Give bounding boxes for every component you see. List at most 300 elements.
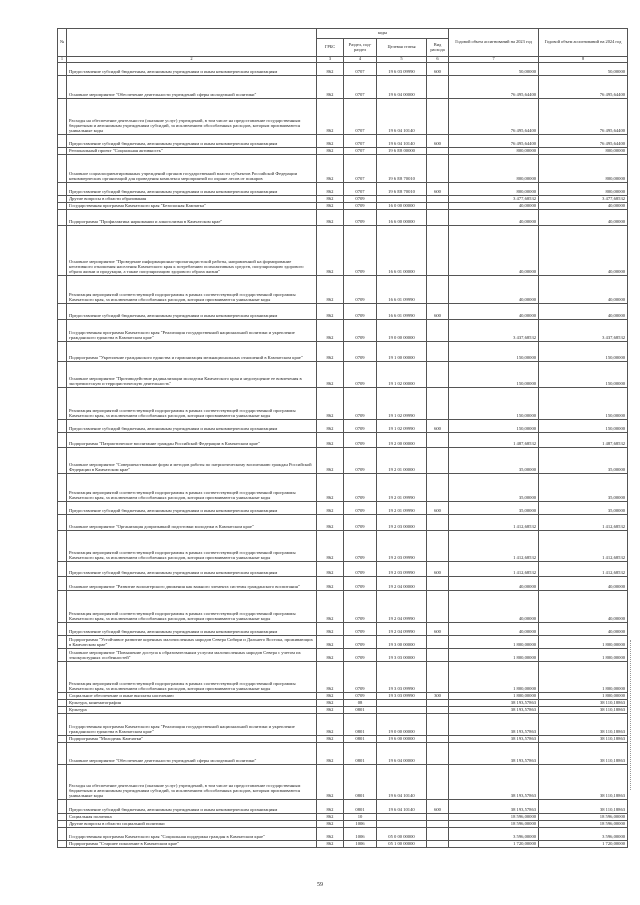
- row-amount-2024: 1 487,68532: [539, 433, 628, 448]
- row-grbs: 862: [317, 649, 344, 662]
- row-grbs: 862: [317, 135, 344, 148]
- row-target: 19 1 02 09990: [377, 388, 427, 420]
- row-section: 0709: [344, 433, 377, 448]
- header-exptype: Вид расхода: [427, 39, 449, 57]
- row-section: 0709: [344, 502, 377, 515]
- table-row: [58, 841, 628, 848]
- row-grbs: 862: [317, 828, 344, 841]
- row-amount-2024: 3 596,00000: [539, 828, 628, 841]
- row-amount-2024: 40,00000: [539, 210, 628, 226]
- row-grbs: 862: [317, 474, 344, 502]
- table-row: [58, 448, 628, 474]
- row-name: Государственная программа Камчатского края "Реализация государственной национальной политики и укрепление гражданского единства в Камчатском крае": [67, 320, 317, 342]
- row-section: 1006: [344, 821, 377, 828]
- row-target: 19 2 04 09990: [377, 591, 427, 623]
- row-section: 1006: [344, 828, 377, 841]
- row-amount-2024: 76 495,64400: [539, 135, 628, 148]
- colnum-4: 4: [344, 57, 377, 63]
- header-codes: коды: [317, 29, 449, 39]
- colnum-1: 1: [58, 57, 67, 63]
- table-row: [58, 388, 628, 420]
- row-num: [58, 515, 67, 531]
- row-amount-2023: 35,00000: [449, 502, 539, 515]
- row-amount-2023: 40,00000: [449, 276, 539, 304]
- row-name: Подпрограмма "Устойчивое развитие коренных малочисленных народов Севера Сибири и Дальнего Востока, проживающих в Камчатском крае": [67, 636, 317, 649]
- row-num: [58, 714, 67, 736]
- row-amount-2023: 40,00000: [449, 203, 539, 210]
- row-amount-2023: 3 477,68532: [449, 196, 539, 203]
- row-name: Основное мероприятие "Организация допризывной подготовки молодежи в Камчатском крае": [67, 515, 317, 531]
- row-grbs: 862: [317, 502, 344, 515]
- row-num: [58, 304, 67, 320]
- row-num: [58, 577, 67, 591]
- row-name: Предоставление субсидий бюджетным, автономным учреждениям и иным некоммерческим организациям: [67, 183, 317, 196]
- row-grbs: 862: [317, 743, 344, 765]
- row-section: 0709: [344, 562, 377, 577]
- row-amount-2023: 38 193,57863: [449, 707, 539, 714]
- row-grbs: 862: [317, 736, 344, 743]
- row-type: [427, 662, 449, 693]
- row-grbs: 862: [317, 765, 344, 800]
- row-amount-2023: 3 596,00000: [449, 828, 539, 841]
- row-grbs: 862: [317, 433, 344, 448]
- table-row: [58, 636, 628, 649]
- table-row: [58, 183, 628, 196]
- table-row: [58, 743, 628, 765]
- row-section: 0709: [344, 210, 377, 226]
- row-type: [427, 828, 449, 841]
- row-num: [58, 743, 67, 765]
- row-target: 19 6 04 10140: [377, 135, 427, 148]
- row-amount-2024: 1 800,00000: [539, 693, 628, 700]
- row-section: 0707: [344, 155, 377, 183]
- row-type: [427, 765, 449, 800]
- row-name: Реализация мероприятий соответствующей подпрограммы в рамках соответствующей государственной программы Камчатского края, за исключением обособленных расходов, которым присваиваются уникальные коды: [67, 474, 317, 502]
- row-type: [427, 700, 449, 707]
- row-num: [58, 474, 67, 502]
- row-grbs: 862: [317, 362, 344, 388]
- row-grbs: 862: [317, 196, 344, 203]
- row-name: Культура: [67, 707, 317, 714]
- row-type: [427, 448, 449, 474]
- row-name: Реализация мероприятий соответствующей подпрограммы в рамках соответствующей государственной программы Камчатского края, за исключением обособленных расходов, которым присваиваются уникальные коды: [67, 662, 317, 693]
- table-row: [58, 210, 628, 226]
- row-num: [58, 841, 67, 848]
- table-row: [58, 531, 628, 562]
- row-section: 0707: [344, 135, 377, 148]
- row-num: [58, 821, 67, 828]
- row-type: [427, 577, 449, 591]
- row-target: 19 6 04 00000: [377, 76, 427, 99]
- table-row: [58, 800, 628, 814]
- row-name: Предоставление субсидий бюджетным, автономным учреждениям и иным некоммерческим организациям: [67, 135, 317, 148]
- page-number: 59: [317, 882, 323, 888]
- row-grbs: 862: [317, 203, 344, 210]
- table-row: [58, 765, 628, 800]
- row-section: 0709: [344, 474, 377, 502]
- table-row: [58, 707, 628, 714]
- row-amount-2023: 40,00000: [449, 226, 539, 276]
- table-row: [58, 362, 628, 388]
- table-row: [58, 203, 628, 210]
- row-amount-2023: 38 193,57863: [449, 714, 539, 736]
- row-amount-2023: 40,00000: [449, 210, 539, 226]
- row-amount-2023: 38 193,57863: [449, 800, 539, 814]
- table-row: [58, 693, 628, 700]
- row-grbs: 862: [317, 662, 344, 693]
- row-name: Государственная программа Камчатского края "Реализация государственной национальной политики и укрепление гражданского единства в Камчатском крае": [67, 714, 317, 736]
- row-amount-2024: 3 437,68532: [539, 320, 628, 342]
- row-section: 0709: [344, 693, 377, 700]
- row-grbs: 862: [317, 148, 344, 155]
- row-target: 16 6 01 00000: [377, 226, 427, 276]
- row-num: [58, 707, 67, 714]
- row-name: Культура, кинематография: [67, 700, 317, 707]
- row-type: [427, 203, 449, 210]
- row-section: 0709: [344, 203, 377, 210]
- row-amount-2023: 1 412,68532: [449, 515, 539, 531]
- row-name: Основное мероприятие "Проведение информационно-пропагандистской работы, направленной на формирование негативного отношения населения Камчатского края к потреблению психоактивных средств, популяризацию здорового образа жизни и продукции, а также популяризацию здорового образа жизни": [67, 226, 317, 276]
- row-amount-2023: 76 495,64400: [449, 76, 539, 99]
- row-num: [58, 362, 67, 388]
- table-row: [58, 276, 628, 304]
- table-row: [58, 420, 628, 433]
- row-grbs: 862: [317, 636, 344, 649]
- row-name: Предоставление субсидий бюджетным, автономным учреждениям и иным некоммерческим организациям: [67, 502, 317, 515]
- row-section: 0709: [344, 577, 377, 591]
- row-name: Предоставление субсидий бюджетным, автономным учреждениям и иным некоммерческим организациям: [67, 304, 317, 320]
- table-row: [58, 148, 628, 155]
- row-type: [427, 99, 449, 135]
- row-amount-2023: 150,00000: [449, 420, 539, 433]
- row-amount-2023: 800,00000: [449, 155, 539, 183]
- row-name: Социальное обеспечение и иные выплаты населению: [67, 693, 317, 700]
- table-row: [58, 304, 628, 320]
- header-grbs: ГРБС: [317, 39, 344, 57]
- colnum-7: 7: [449, 57, 539, 63]
- row-grbs: 862: [317, 707, 344, 714]
- row-name: Социальная политика: [67, 814, 317, 821]
- table-body: [58, 63, 628, 848]
- row-section: 0709: [344, 515, 377, 531]
- row-section: 0709: [344, 448, 377, 474]
- row-amount-2024: 40,00000: [539, 623, 628, 636]
- row-name: Подпрограмма "Патриотическое воспитание граждан Российской Федерации в Камчатском крае": [67, 433, 317, 448]
- row-name: Основное мероприятие "Повышение доступа к образовательным услугам малочисленных народов Севера с учетом их этнокультурных особенностей": [67, 649, 317, 662]
- row-amount-2024: 38 110,18863: [539, 736, 628, 743]
- row-grbs: 862: [317, 577, 344, 591]
- row-target: 19 6 03 09990: [377, 63, 427, 76]
- row-type: [427, 515, 449, 531]
- row-name: Предоставление субсидий бюджетным, автономным учреждениям и иным некоммерческим организациям: [67, 562, 317, 577]
- row-target: 19 3 03 00000: [377, 649, 427, 662]
- row-section: 0801: [344, 707, 377, 714]
- table-row: [58, 63, 628, 76]
- row-type: [427, 714, 449, 736]
- row-name: Основное социалоориентированных учреждений органов государственной власти субъектов Российской Федерации некоммерческих организаций для проведения комплекса мероприятий по охране лесов от пожаров: [67, 155, 317, 183]
- row-section: 0709: [344, 649, 377, 662]
- row-section: 0801: [344, 800, 377, 814]
- row-name: Основное мероприятие "Обеспечение деятельности учреждений сферы молодежной политики": [67, 743, 317, 765]
- row-amount-2023: 1 800,00000: [449, 636, 539, 649]
- row-section: 0801: [344, 765, 377, 800]
- table-row: [58, 196, 628, 203]
- row-target: 19 6 E8 70010: [377, 183, 427, 196]
- row-amount-2023: 1 412,68532: [449, 562, 539, 577]
- table-row: [58, 226, 628, 276]
- row-name: Реализация мероприятий соответствующей подпрограммы в рамках соответствующей государственной программы Камчатского края, за исключением обособленных расходов, которым присваиваются уникальные коды: [67, 388, 317, 420]
- table-row: [58, 515, 628, 531]
- row-num: [58, 99, 67, 135]
- row-amount-2023: 40,00000: [449, 577, 539, 591]
- row-grbs: 862: [317, 714, 344, 736]
- row-amount-2023: 38 193,57863: [449, 743, 539, 765]
- row-num: [58, 800, 67, 814]
- row-num: [58, 155, 67, 183]
- row-target: 19 2 01 09990: [377, 474, 427, 502]
- row-num: [58, 623, 67, 636]
- row-section: 0709: [344, 591, 377, 623]
- row-amount-2023: 38 193,57863: [449, 700, 539, 707]
- row-type: [427, 433, 449, 448]
- row-amount-2023: 1 800,00000: [449, 693, 539, 700]
- row-grbs: 862: [317, 76, 344, 99]
- row-amount-2023: 35,00000: [449, 448, 539, 474]
- row-amount-2024: 18 596,00000: [539, 814, 628, 821]
- row-type: [427, 821, 449, 828]
- row-section: 0801: [344, 714, 377, 736]
- row-section: 0801: [344, 736, 377, 743]
- row-grbs: 862: [317, 591, 344, 623]
- row-amount-2023: 35,00000: [449, 474, 539, 502]
- row-amount-2024: 150,00000: [539, 362, 628, 388]
- table-row: [58, 135, 628, 148]
- row-amount-2023: 76 495,64400: [449, 135, 539, 148]
- row-section: 0709: [344, 531, 377, 562]
- table-row: [58, 649, 628, 662]
- row-name: Предоставление субсидий бюджетным, автономным учреждениям и иным некоммерческим организациям: [67, 420, 317, 433]
- row-section: 0707: [344, 99, 377, 135]
- row-grbs: 862: [317, 700, 344, 707]
- row-grbs: 862: [317, 448, 344, 474]
- row-amount-2023: 38 193,57863: [449, 765, 539, 800]
- row-num: [58, 448, 67, 474]
- header-section: Раздел, под-раздел: [344, 39, 377, 57]
- row-grbs: 862: [317, 226, 344, 276]
- row-type: [427, 362, 449, 388]
- row-num: [58, 814, 67, 821]
- row-section: 0709: [344, 420, 377, 433]
- row-grbs: 862: [317, 155, 344, 183]
- row-num: [58, 210, 67, 226]
- row-target: 19 2 04 09990: [377, 623, 427, 636]
- row-grbs: 862: [317, 342, 344, 362]
- row-type: 600: [427, 183, 449, 196]
- margin-mark: [630, 640, 633, 790]
- row-amount-2024: 3 477,68532: [539, 196, 628, 203]
- row-target: 19 2 03 09990: [377, 531, 427, 562]
- row-amount-2023: 1 720,00000: [449, 841, 539, 848]
- row-amount-2024: 1 800,00000: [539, 649, 628, 662]
- row-target: 16 0 00 00000: [377, 203, 427, 210]
- row-section: 0709: [344, 662, 377, 693]
- row-type: [427, 474, 449, 502]
- row-target: 19 6 04 10140: [377, 765, 427, 800]
- row-target: 19 1 02 09990: [377, 420, 427, 433]
- row-target: 19 0 00 00000: [377, 320, 427, 342]
- row-amount-2023: 1 800,00000: [449, 662, 539, 693]
- row-grbs: 862: [317, 515, 344, 531]
- row-target: 05 1 00 00000: [377, 841, 427, 848]
- row-amount-2024: 38 110,18863: [539, 700, 628, 707]
- table-row: [58, 623, 628, 636]
- row-amount-2024: 40,00000: [539, 591, 628, 623]
- row-target: 19 0 00 00000: [377, 714, 427, 736]
- row-section: 0707: [344, 183, 377, 196]
- row-type: [427, 636, 449, 649]
- row-name: Региональный проект "Социальная активность": [67, 148, 317, 155]
- row-section: 0709: [344, 196, 377, 203]
- row-target: 19 6 00 00000: [377, 736, 427, 743]
- row-target: [377, 814, 427, 821]
- row-type: [427, 649, 449, 662]
- row-grbs: 862: [317, 320, 344, 342]
- row-target: 16 6 00 00000: [377, 210, 427, 226]
- row-amount-2024: 150,00000: [539, 342, 628, 362]
- row-amount-2023: 1 412,68532: [449, 531, 539, 562]
- row-type: 600: [427, 135, 449, 148]
- row-num: [58, 433, 67, 448]
- row-amount-2023: 40,00000: [449, 591, 539, 623]
- header-2024: Годовой объем ассигнований на 2024 год: [539, 29, 628, 57]
- row-name: Другие вопросы в области образования: [67, 196, 317, 203]
- row-num: [58, 135, 67, 148]
- row-grbs: 862: [317, 623, 344, 636]
- row-type: 600: [427, 623, 449, 636]
- row-amount-2024: 1 720,00000: [539, 841, 628, 848]
- table-row: [58, 320, 628, 342]
- row-amount-2024: 1 800,00000: [539, 636, 628, 649]
- row-num: [58, 226, 67, 276]
- row-target: 19 3 03 09990: [377, 693, 427, 700]
- row-type: [427, 342, 449, 362]
- row-target: 19 3 03 09990: [377, 662, 427, 693]
- row-section: 08: [344, 700, 377, 707]
- row-amount-2024: 800,00000: [539, 155, 628, 183]
- row-type: [427, 226, 449, 276]
- row-target: [377, 707, 427, 714]
- row-type: 600: [427, 63, 449, 76]
- row-grbs: 862: [317, 562, 344, 577]
- row-amount-2024: 35,00000: [539, 474, 628, 502]
- table-row: [58, 700, 628, 707]
- row-name: Основное мероприятие "Развитие волонтерского движения как важного элемента системы гражданского воспитания": [67, 577, 317, 591]
- row-amount-2024: 40,00000: [539, 276, 628, 304]
- row-type: [427, 531, 449, 562]
- row-amount-2023: 76 495,64400: [449, 99, 539, 135]
- row-grbs: 862: [317, 210, 344, 226]
- row-target: 19 6 04 10140: [377, 800, 427, 814]
- row-amount-2024: 150,00000: [539, 388, 628, 420]
- table-row: [58, 99, 628, 135]
- row-name: Государственная программа Камчатского края "Социальная поддержка граждан в Камчатском крае": [67, 828, 317, 841]
- row-grbs: 862: [317, 821, 344, 828]
- budget-table: [57, 28, 628, 848]
- row-name: Основное мероприятие "Совершенствование форм и методов работы по патриотическому воспитанию граждан Российской Федерации в Камчатском крае": [67, 448, 317, 474]
- row-type: [427, 76, 449, 99]
- row-amount-2024: 38 110,18863: [539, 765, 628, 800]
- row-section: 0709: [344, 276, 377, 304]
- row-amount-2023: 3 437,68532: [449, 320, 539, 342]
- row-num: [58, 700, 67, 707]
- row-type: [427, 388, 449, 420]
- table-row: [58, 502, 628, 515]
- row-amount-2023: 18 596,00000: [449, 821, 539, 828]
- row-type: 600: [427, 800, 449, 814]
- row-amount-2023: 1 800,00000: [449, 649, 539, 662]
- row-section: 0707: [344, 76, 377, 99]
- row-name: Расходы на обеспечение деятельности (оказание услуг) учреждений, в том числе на предоставление государственным бюджетным и автономным учреждениям субсидий, за исключением обособленных расходов, которым присваиваются уникальные коды: [67, 765, 317, 800]
- row-name: Реализация мероприятий соответствующей подпрограммы в рамках соответствующей государственной программы Камчатского края, за исключением обособленных расходов, которым присваиваются уникальные коды: [67, 531, 317, 562]
- row-type: [427, 320, 449, 342]
- table-row: [58, 76, 628, 99]
- table-row: [58, 342, 628, 362]
- row-name: Предоставление субсидий бюджетным, автономным учреждениям и иным некоммерческим организациям: [67, 800, 317, 814]
- row-amount-2024: 40,00000: [539, 304, 628, 320]
- row-amount-2023: 1 487,68532: [449, 433, 539, 448]
- row-num: [58, 502, 67, 515]
- row-amount-2024: 1 412,68532: [539, 562, 628, 577]
- row-type: [427, 736, 449, 743]
- row-section: 0709: [344, 304, 377, 320]
- row-num: [58, 736, 67, 743]
- row-type: [427, 155, 449, 183]
- row-type: [427, 814, 449, 821]
- row-grbs: 862: [317, 304, 344, 320]
- row-num: [58, 765, 67, 800]
- row-target: 19 2 01 00000: [377, 448, 427, 474]
- row-type: 600: [427, 502, 449, 515]
- row-section: 10: [344, 814, 377, 821]
- row-name: Основное мероприятие "Обеспечение деятельности учреждений сферы молодежной политики": [67, 76, 317, 99]
- row-target: [377, 196, 427, 203]
- row-num: [58, 76, 67, 99]
- row-target: 19 3 00 00000: [377, 636, 427, 649]
- row-num: [58, 183, 67, 196]
- row-name: Подпрограмма "Молодежь Камчатки": [67, 736, 317, 743]
- row-section: 0709: [344, 320, 377, 342]
- row-amount-2024: 38 110,18863: [539, 743, 628, 765]
- row-amount-2023: 150,00000: [449, 362, 539, 388]
- header-name: [67, 29, 317, 57]
- row-num: [58, 693, 67, 700]
- row-amount-2024: 38 110,18863: [539, 707, 628, 714]
- header-target: Целевая статья: [377, 39, 427, 57]
- row-amount-2024: 76 495,64400: [539, 99, 628, 135]
- row-type: [427, 276, 449, 304]
- row-amount-2023: 800,00000: [449, 148, 539, 155]
- row-target: 05 0 00 00000: [377, 828, 427, 841]
- row-amount-2024: 40,00000: [539, 577, 628, 591]
- colnum-5: 5: [377, 57, 427, 63]
- row-target: 19 2 00 00000: [377, 433, 427, 448]
- row-amount-2024: 800,00000: [539, 183, 628, 196]
- row-name: Государственная программа Камчатского края "Безопасная Камчатка": [67, 203, 317, 210]
- table-row: [58, 714, 628, 736]
- table-row: [58, 821, 628, 828]
- row-num: [58, 388, 67, 420]
- row-type: 600: [427, 562, 449, 577]
